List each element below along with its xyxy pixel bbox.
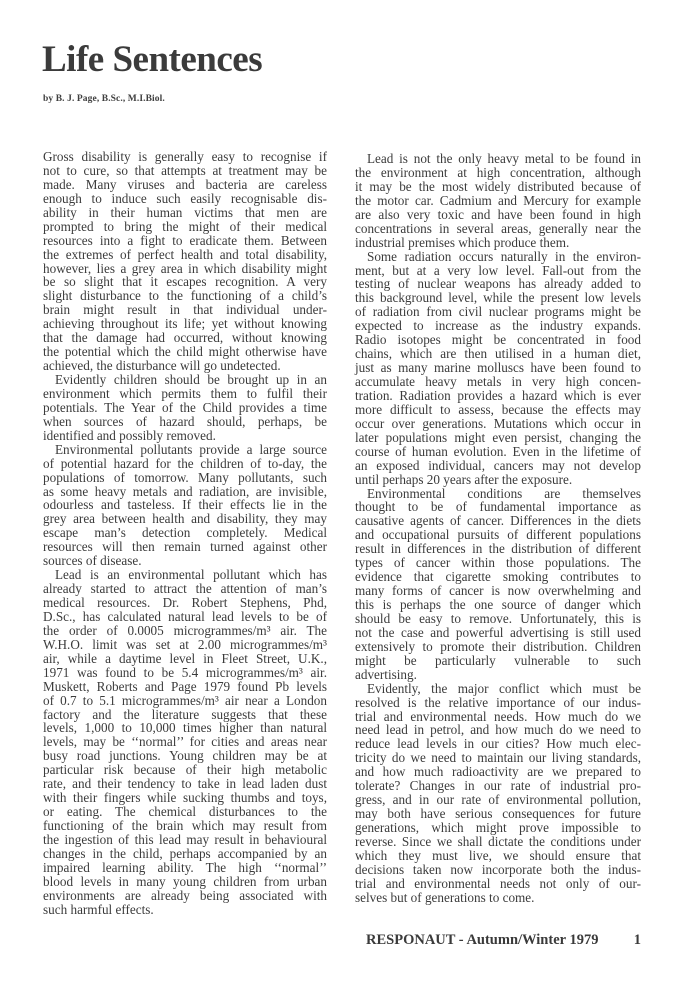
text-line: should be easy to remove. Unfortunately, this is <box>355 610 641 626</box>
page-number: 1 <box>633 932 641 948</box>
text-line: many forms of cancer is now overwhelming and <box>355 583 641 599</box>
text-line: until perhaps 20 years after the exposure. <box>355 471 573 487</box>
text-line: D.Sc., has calculated natural lead levels to be of <box>43 608 327 624</box>
text-line: impaired learning ability. The high ‘‘normal’’ <box>43 859 327 875</box>
text-line: such harmful effects. <box>43 901 154 917</box>
text-line: not the case and powerful advertising is still used <box>355 624 641 640</box>
text-line: later populations might even persist, changing the <box>355 429 641 445</box>
text-line: Muskett, Roberts and Page 1979 found Pb levels <box>43 678 327 694</box>
text-line: or eating. The chemical disturbances to the <box>43 804 327 820</box>
text-line: identified and possibly removed. <box>43 427 216 443</box>
text-line: enough to induce such easily recognisable dis- <box>43 190 327 206</box>
text-line: the environment at high concentration, although <box>355 164 641 180</box>
text-line: functioning of the brain which may result from <box>43 818 327 833</box>
text-line: of potential hazard for the children of to-day, the <box>43 455 327 471</box>
text-line: the ingestion of this lead may result in behavioural <box>43 831 327 847</box>
text-line: chains, which are then utilised in a human diet, <box>355 346 641 362</box>
text-line: advertising. <box>355 666 417 682</box>
text-line: are also very toxic and have been found in high <box>355 206 641 222</box>
article-title: Life Sentences <box>42 39 263 80</box>
text-line: the extremes of perfect health and total disability, <box>43 246 327 262</box>
text-line: factory and the literature suggests that these <box>43 706 327 722</box>
text-line: more difficult to assess, because the effects may <box>355 401 641 417</box>
article-byline: by B. J. Page, B.Sc., M.I.Biol. <box>43 94 165 104</box>
text-line: the motor car. Cadmium and Mercury for example <box>355 192 641 208</box>
text-line: environments are already being associated with <box>43 887 327 903</box>
text-line: it may be the most widely distributed because of <box>355 178 641 194</box>
text-line: W.H.O. limit was set at 2.00 microgrammes/m³ <box>43 636 327 652</box>
text-line: industrial premises which produce them. <box>355 234 570 250</box>
text-line: thought to be of fundamental importance as <box>355 499 641 515</box>
text-line: Gross disability is generally easy to recognise if <box>43 149 327 164</box>
text-line: blood levels in many young children from urban <box>43 873 327 889</box>
text-line: resources into a fight to eradicate them. Between <box>43 232 327 248</box>
text-line: Some radiation occurs naturally in the environ- <box>367 248 641 264</box>
text-line: an exposed individual, cancers may not develop <box>355 457 641 473</box>
text-line: busy road junctions. Young children may be at <box>43 748 327 764</box>
text-line: of radiation from civil nuclear programs might be <box>355 304 641 320</box>
text-line: selves but of generations to come. <box>355 889 535 905</box>
right-column <box>355 152 641 905</box>
text-line: accumulate heavy metals in very high concen- <box>355 374 641 389</box>
text-line: sources of disease. <box>43 553 142 569</box>
text-line: course of human evolution. Even in the lifetime of <box>355 443 641 459</box>
text-line: that the damage had occurred, without knowing <box>43 330 327 346</box>
text-line: escape man’s detection completely. Medical <box>43 525 327 541</box>
text-line: testing of nuclear weapons has already added to <box>355 276 641 292</box>
text-line: slight disturbance to the functioning of a child’s <box>43 288 327 304</box>
text-line: which they must live, we should ensure that <box>355 847 641 863</box>
text-line: when sources of hazard should, perhaps, be <box>43 413 327 429</box>
text-line: generations, which might prove impossible to <box>355 820 641 835</box>
text-line: grey area between health and disability, they may <box>43 511 327 527</box>
text-line: types of cancer within those populations. The <box>355 555 641 571</box>
text-line: occur over generations. Mutations which occur in <box>355 415 641 431</box>
text-line: this background level, while the present low levels <box>355 290 641 306</box>
text-line: Environmental conditions are themselves <box>367 485 641 501</box>
text-line: gress, and in our rate of environmental pollution, <box>355 792 641 808</box>
text-line: this is perhaps the one source of danger which <box>355 597 641 612</box>
text-line: tration. Radiation provides a hazard which is ever <box>355 387 641 403</box>
text-line: levels, may be ‘‘normal’’ for cities and areas near <box>43 734 327 750</box>
text-line: resolved is the relative importance of our indus- <box>355 694 641 710</box>
text-line: Lead is not the only heavy metal to be found in <box>367 151 641 166</box>
text-line: just as many marine molluscs have been found to <box>355 360 641 376</box>
text-line: odourless and tasteless. If their effects lie in the <box>43 497 327 513</box>
text-line: concentrations in several areas, generally near the <box>355 220 641 236</box>
text-line: Evidently, the major conflict which must be <box>367 680 641 696</box>
text-line: tolerate? Changes in our rate of industrial pro- <box>355 778 641 794</box>
text-line: the potential which the child might otherwise have <box>43 344 327 360</box>
text-line: Environmental pollutants provide a large source <box>55 441 327 457</box>
text-line: extensively to promote their distribution. Children <box>355 638 641 654</box>
text-line: trial and environmental needs. How much do we <box>355 708 641 724</box>
text-line: potentials. The Year of the Child provides a time <box>43 399 327 415</box>
text-line: particular risk because of their high metabolic <box>43 762 327 778</box>
text-line: may both have serious consequences for future <box>355 806 641 822</box>
text-line: the order of 0.0005 microgrammes/m³ air. The <box>43 622 327 638</box>
text-line: ment, but at a very low level. Fall-out from the <box>355 262 641 278</box>
text-line: need lead in petrol, and how much do we need to <box>355 722 641 738</box>
text-line: Lead is an environmental pollutant which has <box>55 567 327 583</box>
text-line: however, lies a grey area in which disability might <box>43 260 327 276</box>
text-line: resources will then remain turned against other <box>43 539 327 555</box>
text-line: be so slight that it escapes recognition. A very <box>43 274 327 290</box>
text-line: levels, 1,000 to 10,000 times higher than natural <box>43 720 327 736</box>
text-line: rate, and their tendency to take in lead laden dust <box>43 776 327 792</box>
text-line: of 0.7 to 5.1 microgrammes/m³ air near a London <box>43 692 327 708</box>
text-line: made. Many viruses and bacteria are careless <box>43 176 327 192</box>
text-line: achieved, the disturbance will go undetected. <box>43 358 281 374</box>
text-line: decisions taken now incorporate both the indus- <box>355 861 641 877</box>
page-footer <box>366 932 641 949</box>
text-line: Radio isotopes might be concentrated in food <box>355 332 641 348</box>
text-line: ability in their human victims that men are <box>43 204 327 220</box>
text-line: causative agents of cancer. Differences in the diets <box>355 513 641 529</box>
text-line: might be particularly vulnerable to such <box>355 652 641 668</box>
text-line: reduce lead levels in our cities? How much elec- <box>355 736 641 752</box>
text-line: 1971 was found to be 5.4 microgrammes/m³ air. <box>43 664 327 680</box>
text-line: environment which permits them to fulfil their <box>43 385 327 401</box>
text-line: changes in the child, perhaps accompanied by an <box>43 845 327 861</box>
text-line: populations of tomorrow. Many pollutants, such <box>43 469 327 485</box>
text-line: and how much radioactivity are we prepared to <box>355 764 641 780</box>
text-line: prompted to bring the might of their medical <box>43 218 327 234</box>
text-line: brain might result in that individual under- <box>43 302 327 318</box>
left-column <box>43 150 327 917</box>
text-line: reverse. Since we shall dictate the conditions under <box>355 833 641 849</box>
text-line: not to cure, so that attempts at treatment may be <box>43 162 327 178</box>
text-line: achieving throughout its life; yet without knowing <box>43 316 327 332</box>
text-line: tricity do we need to maintain our living standards, <box>355 750 641 766</box>
text-line: air, while a daytime level in Fleet Street, U.K., <box>43 650 327 666</box>
text-line: expected to increase as the industry expands. <box>355 318 641 334</box>
text-line: as some heavy metals and radiation, are invisible, <box>43 483 327 499</box>
text-line: evidence that cigarette smoking contributes to <box>355 569 641 585</box>
text-line: with their fingers while sucking thumbs and toys, <box>43 790 327 806</box>
text-line: and occupational pursuits of different populations <box>355 527 641 543</box>
text-line: result in differences in the distribution of different <box>355 541 641 557</box>
text-line: already started to attract the attention of man’s <box>43 581 327 597</box>
text-line: trial and environmental needs not only of our- <box>355 875 641 891</box>
publication-info: RESPONAUT - Autumn/Winter 1979 <box>366 932 599 948</box>
text-line: Evidently children should be brought up in an <box>55 372 327 387</box>
text-line: medical resources. Dr. Robert Stephens, Phd, <box>43 595 327 610</box>
